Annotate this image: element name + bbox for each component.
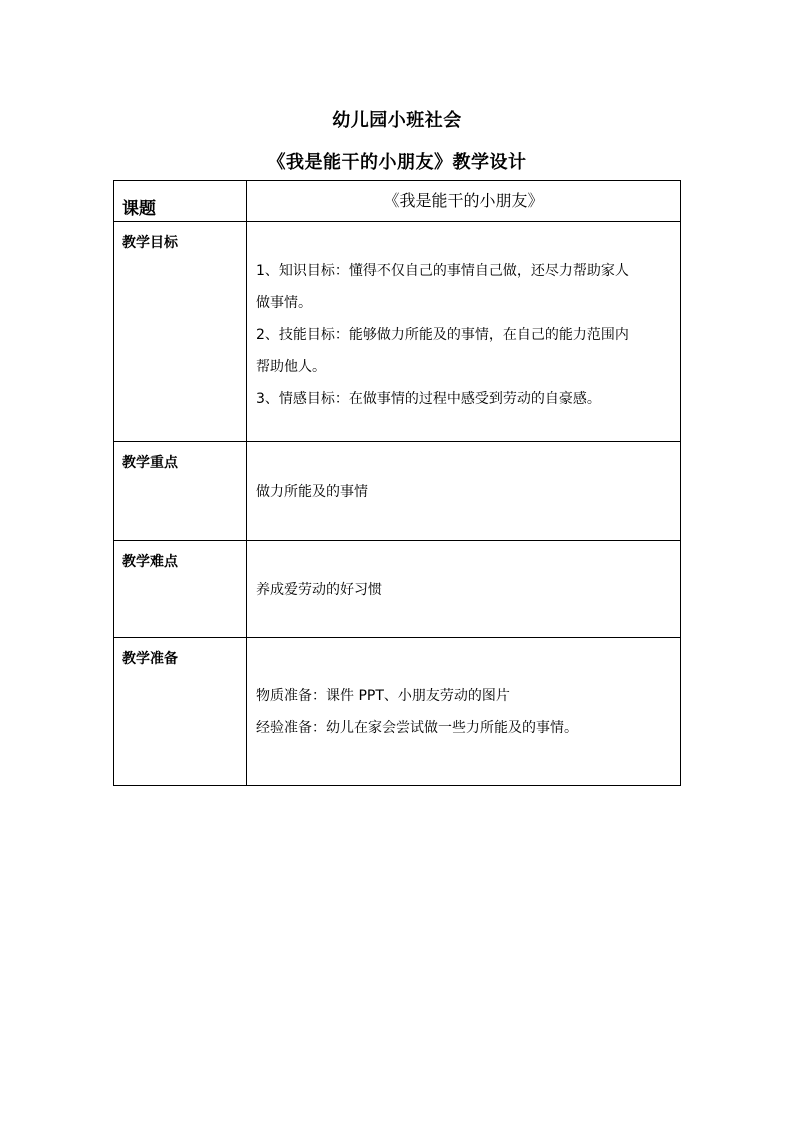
goal-line: 3、情感目标：在做事情的过程中感受到劳动的自豪感。 [256, 391, 601, 407]
key-point-value: 做力所能及的事情 [256, 484, 368, 500]
goal-line: 2、技能目标：能够做力所能及的事情，在自己的能力范围内 [256, 327, 629, 343]
table-row-subject [114, 181, 681, 222]
table-row-key-point [114, 442, 681, 541]
goal-line: 帮助他人。 [256, 359, 326, 375]
goal-line: 1、知识目标：懂得不仅自己的事情自己做，还尽力帮助家人 [256, 263, 629, 279]
preparation-line: 经验准备：幼儿在家会尝试做一些力所能及的事情。 [256, 720, 578, 736]
table-row-preparation [114, 638, 681, 786]
goals-cell [247, 222, 681, 442]
document-title: 幼儿园小班社会 [332, 110, 462, 131]
document-subtitle: 《我是能干的小朋友》教学设计 [267, 152, 527, 173]
preparation-label: 教学准备 [114, 638, 247, 786]
lesson-plan-table [113, 180, 681, 786]
table-row-difficulty [114, 541, 681, 638]
goals-label: 教学目标 [114, 222, 247, 442]
subject-value: 《我是能干的小朋友》 [247, 181, 681, 222]
key-point-label: 教学重点 [114, 442, 247, 541]
difficulty-value: 养成爱劳动的好习惯 [256, 582, 382, 598]
difficulty-cell [247, 541, 681, 638]
key-point-cell [247, 442, 681, 541]
goal-line: 做事情。 [256, 295, 312, 311]
difficulty-label: 教学难点 [114, 541, 247, 638]
subject-label: 课题 [114, 181, 247, 222]
preparation-cell [247, 638, 681, 786]
preparation-line: 物质准备：课件 PPT、小朋友劳动的图片 [256, 688, 510, 704]
table-row-goals [114, 222, 681, 442]
